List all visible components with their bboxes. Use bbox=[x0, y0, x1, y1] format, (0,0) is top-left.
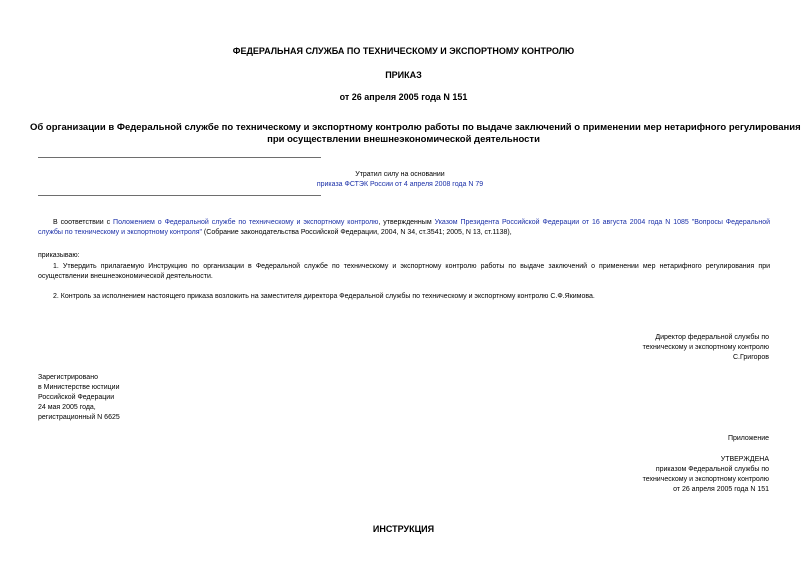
approval-line1: приказом Федеральной службы по bbox=[655, 466, 769, 473]
registration-line3: Российской Федерации bbox=[38, 394, 115, 401]
approval-block bbox=[560, 455, 769, 495]
signature-block bbox=[560, 333, 769, 363]
preamble-paragraph bbox=[38, 218, 770, 238]
registration-line1: Зарегистрировано bbox=[38, 374, 98, 381]
signature-name: С.Григоров bbox=[733, 354, 769, 361]
registration-line4: 24 мая 2005 года, bbox=[38, 404, 96, 411]
approval-line2: техническому и экспортному контролю bbox=[642, 476, 769, 483]
decree-link[interactable]: Указом Президента Российской Федерации от 16 августа 2004 года N 1085 "Вопросы Федеральной службы по техническому и экспортному контроля" bbox=[38, 219, 771, 236]
document-title-line2: при осуществлении внешнеэкономической деятельности bbox=[267, 134, 540, 145]
registration-block bbox=[38, 373, 238, 423]
lost-force-text: Утратил силу на основании bbox=[355, 171, 445, 178]
approval-approved: УТВЕРЖДЕНА bbox=[720, 456, 769, 463]
order-item-2: 2. Контроль за исполнением настоящего приказа возложить на заместителя директора Федеральной службы по техническому и экспортному контролю С.Ф.Якимова. bbox=[53, 293, 595, 300]
document-title-line1: Об организации в Федеральной службе по техническому и экспортному контролю работы по выдаче заключений о применении мер нетарифного регулирования bbox=[30, 122, 801, 133]
divider-top bbox=[38, 157, 321, 158]
appendix-label: Приложение bbox=[727, 435, 769, 442]
instruction-heading: ИНСТРУКЦИЯ bbox=[372, 524, 435, 534]
lost-force-link[interactable]: приказа ФСТЭК России от 4 апреля 2008 года N 79 bbox=[316, 181, 484, 188]
registration-line5: регистрационный N 6625 bbox=[38, 414, 120, 421]
order-word: приказываю: bbox=[38, 252, 80, 259]
preamble-text-1: В соответствии с bbox=[53, 219, 114, 226]
preamble-text-2: , утвержденным bbox=[378, 219, 435, 226]
order-item-1: 1. Утвердить прилагаемую Инструкцию по организации в Федеральной службе по техническому и экспортному контролю работы по выдаче заключений о применении мер нетарифного регулирования при осуществлении внешнеэкономической деятельности. bbox=[38, 263, 770, 280]
document-title bbox=[30, 122, 801, 146]
date-number-heading: от 26 апреля 2005 года N 151 bbox=[339, 92, 468, 102]
approval-line3: от 26 апреля 2005 года N 151 bbox=[673, 486, 769, 493]
lost-force-note bbox=[300, 170, 500, 190]
agency-heading: ФЕДЕРАЛЬНАЯ СЛУЖБА ПО ТЕХНИЧЕСКОМУ И ЭКСПОРТНОМУ КОНТРОЛЮ bbox=[232, 46, 575, 56]
doc-type-heading: ПРИКАЗ bbox=[385, 70, 422, 80]
regulation-link[interactable]: Положением о Федеральной службе по техническому и экспортному контролю bbox=[113, 219, 379, 226]
registration-line2: в Министерстве юстиции bbox=[38, 384, 120, 391]
signature-line1: Директор федеральной службы по bbox=[655, 334, 769, 341]
signature-line2: техническому и экспортному контролю bbox=[642, 344, 769, 351]
divider-bottom bbox=[38, 195, 321, 196]
preamble-text-3: (Собрание законодательства Российской Федерации, 2004, N 34, ст.3541; 2005, N 13, ст.1138), bbox=[201, 229, 512, 236]
